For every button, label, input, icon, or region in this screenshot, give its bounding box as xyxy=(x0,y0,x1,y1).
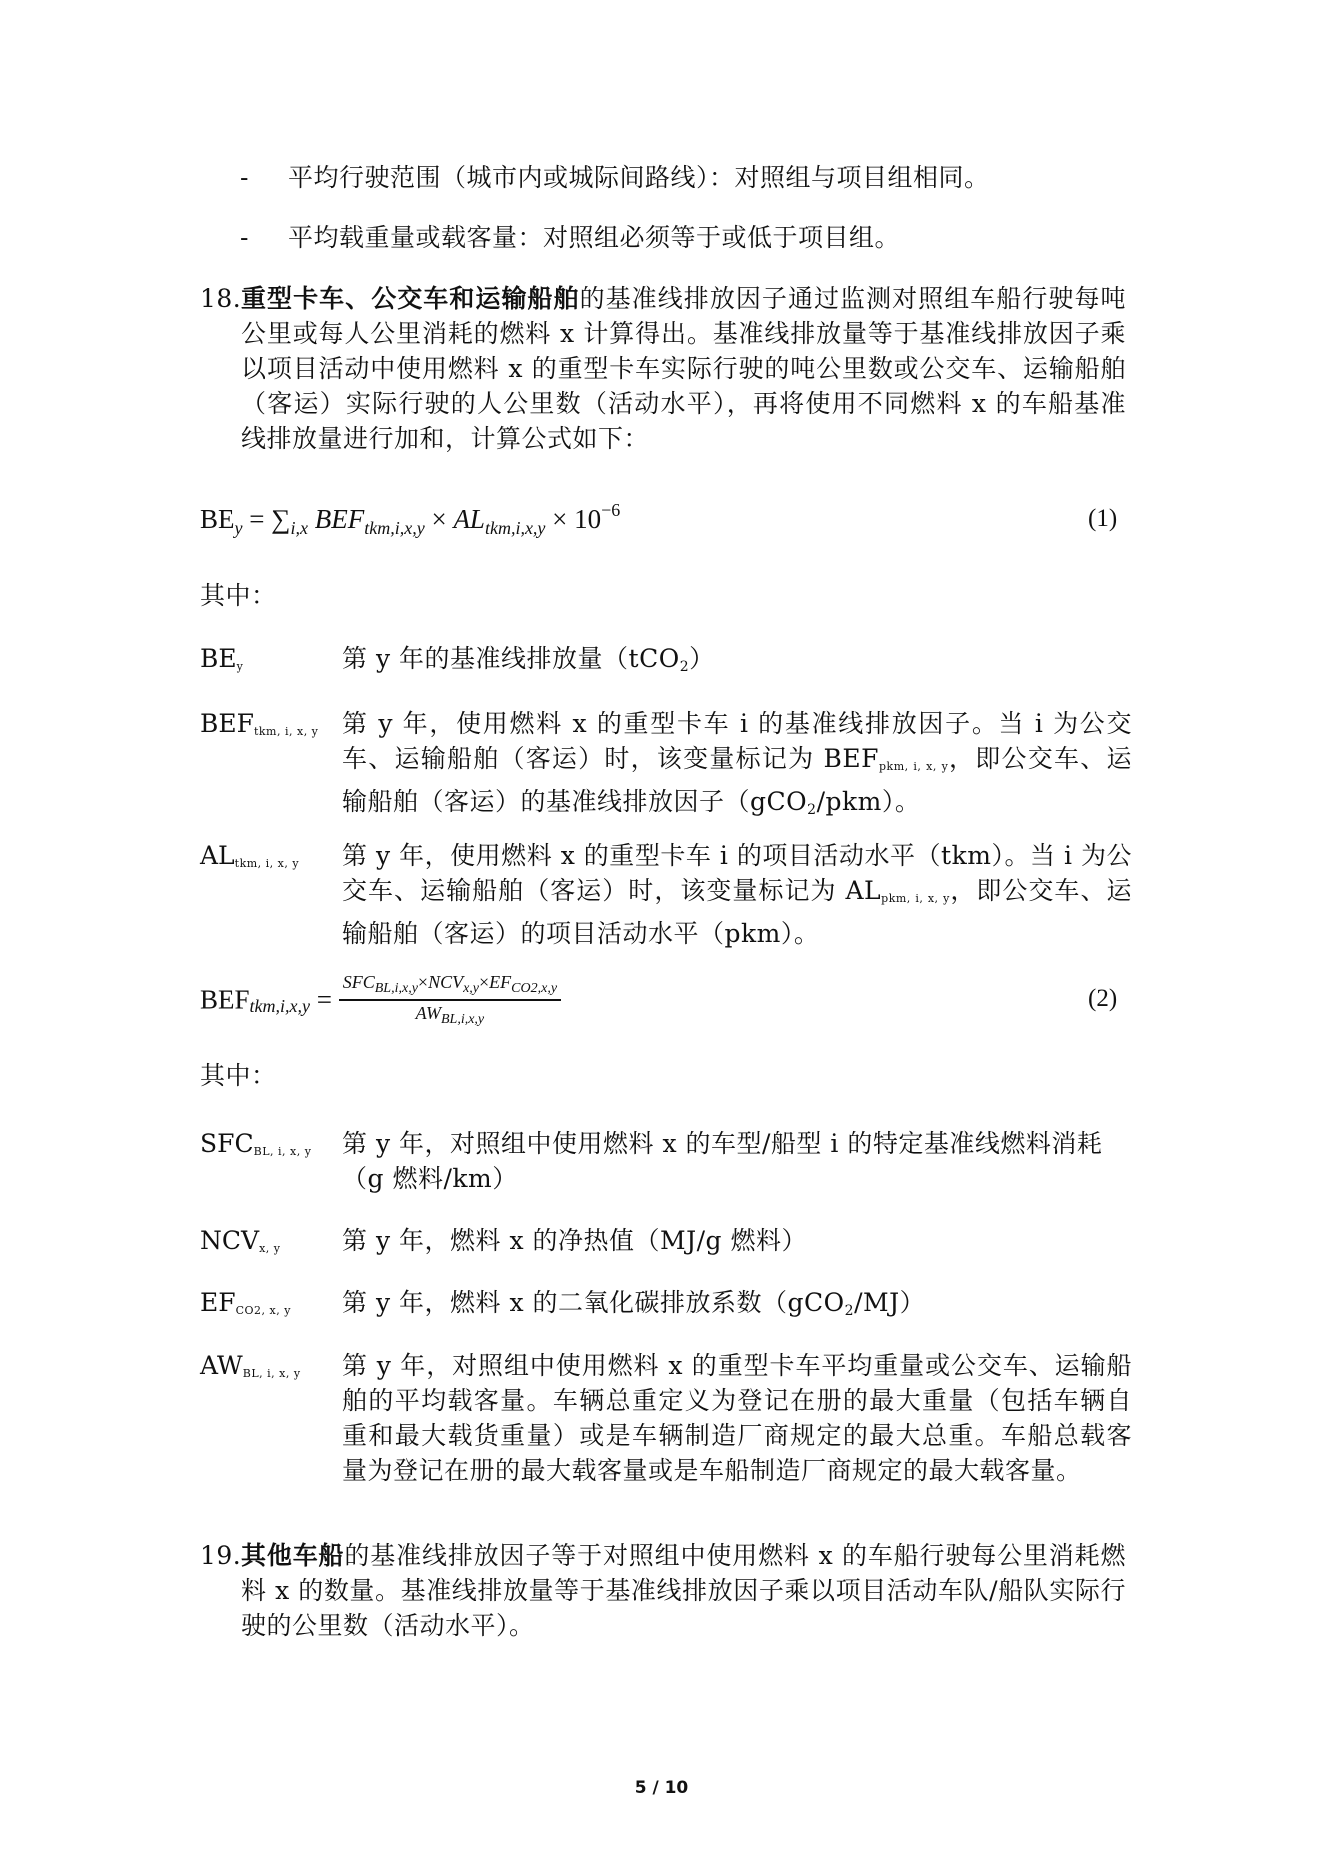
symbol-sub: BL, i, x, y xyxy=(242,1367,301,1380)
f1-power-base: 10 xyxy=(574,504,602,534)
def-text-bef xyxy=(342,706,1132,828)
def-symbol-al xyxy=(200,838,299,881)
item-18-number: 18. xyxy=(200,284,242,313)
symbol-sub: CO2, x, y xyxy=(235,1304,291,1317)
f1-lhs-sub: y xyxy=(234,518,243,538)
def-text-sub: pkm, i, x, y xyxy=(879,760,949,773)
f2-numerator xyxy=(339,972,561,1001)
def-text-al xyxy=(342,838,1132,951)
def-text-sub2: 2 xyxy=(807,802,817,818)
item-19-text: 的基准线排放因子等于对照组中使用燃料 x 的车船行驶每公里消耗燃料 x 的数量。基准线排放量等于基准线排放因子乘以项目活动车队/船队实际行驶的公里数（活动水平）。 xyxy=(241,1541,1126,1640)
f1-t1-sub: tkm,i,x,y xyxy=(364,518,425,538)
f2-denominator xyxy=(339,1001,561,1028)
def-symbol-ncv xyxy=(200,1223,280,1266)
f2-lhs: BEF xyxy=(200,984,250,1015)
f2-num-a-sub: BL,i,x,y xyxy=(374,981,418,996)
equation-number-2: (2) xyxy=(1088,985,1118,1012)
f1-t1: BEF xyxy=(314,504,365,534)
f2-num-c-sub: CO2,x,y xyxy=(511,981,558,996)
def-text-ncv xyxy=(342,1223,1132,1258)
f1-t2-sub: tkm,i,x,y xyxy=(484,518,546,538)
symbol-sub: y xyxy=(236,660,244,673)
symbol: SFC xyxy=(200,1129,254,1158)
f1-sum-sub: i,x xyxy=(290,518,308,538)
symbol-sub: tkm, i, x, y xyxy=(253,725,319,738)
f1-power-exp: −6 xyxy=(601,500,621,520)
def-symbol-bef xyxy=(200,706,318,749)
symbol: BEF xyxy=(200,709,254,738)
def-text-end: ，即公交车、运输船舶（客运）的项目活动水平（pkm）。 xyxy=(342,876,1132,948)
f2-times: × xyxy=(417,972,429,992)
bullet-text-1: 平均行驶范围（城市内或城际间路线）：对照组与项目组相同。 xyxy=(288,163,990,192)
item-18-bold: 重型卡车、公交车和运输船舶 xyxy=(241,284,580,313)
f2-den-sub: BL,i,x,y xyxy=(440,1012,485,1027)
symbol-sub: x, y xyxy=(259,1242,281,1255)
where-label-2: 其中： xyxy=(200,1061,277,1090)
f1-times: × xyxy=(431,504,447,534)
def-text: 第 y 年，使用燃料 x 的重型卡车 i 的基准线排放因子。当 i 为公交车、运输船舶（客运）时，该变量标记为 BEF xyxy=(342,709,1132,773)
def-symbol-be xyxy=(200,641,243,684)
def-text: 第 y 年，燃料 x 的净热值（MJ/g 燃料） xyxy=(342,1226,808,1255)
formula-1 xyxy=(200,500,620,539)
symbol-sub: tkm, i, x, y xyxy=(234,857,300,870)
def-text: 第 y 年，使用燃料 x 的重型卡车 i 的项目活动水平（tkm）。当 i 为公交车、运输船舶（客运）时，该变量标记为 AL xyxy=(342,841,1132,905)
def-symbol-sfc xyxy=(200,1126,311,1169)
def-text: 第 y 年的基准线排放量（tCO xyxy=(342,644,680,673)
f1-lhs: BE xyxy=(200,504,235,534)
def-text-end: ） xyxy=(689,644,715,673)
def-text-end2: /pkm）。 xyxy=(816,787,921,816)
def-text-sfc xyxy=(342,1126,1132,1196)
symbol: AW xyxy=(200,1351,243,1380)
symbol: NCV xyxy=(200,1226,260,1255)
f2-num-a: SFC xyxy=(342,972,375,992)
def-text-aw xyxy=(342,1348,1132,1488)
def-text-sub: 2 xyxy=(679,659,690,675)
f1-times2: × xyxy=(552,504,568,534)
bullet-item xyxy=(240,220,249,255)
def-symbol-ef xyxy=(200,1285,291,1328)
f1-eq: = xyxy=(249,504,265,534)
f2-lhs-sub: tkm,i,x,y xyxy=(249,996,310,1017)
def-symbol-aw xyxy=(200,1348,301,1391)
item-19-bold: 其他车船 xyxy=(241,1541,345,1570)
bullet-text xyxy=(288,160,990,195)
f2-num-c: EF xyxy=(489,972,512,992)
f2-num-b-sub: x,y xyxy=(463,981,480,996)
page-number: 5 / 10 xyxy=(634,1778,689,1798)
f2-num-b: NCV xyxy=(428,972,464,992)
f2-eq: = xyxy=(316,984,332,1015)
bullet-text-2: 平均载重量或载客量：对照组必须等于或低于项目组。 xyxy=(288,223,901,252)
bullet-item xyxy=(240,160,249,195)
bullet-text xyxy=(288,220,900,255)
f1-t2: AL xyxy=(453,504,485,534)
def-text: 第 y 年，燃料 x 的二氧化碳排放系数（gCO xyxy=(342,1288,845,1317)
def-text-sub: pkm, i, x, y xyxy=(881,892,950,905)
f2-fraction xyxy=(339,972,561,1028)
f1-sum: ∑ xyxy=(271,504,291,534)
item-18-paragraph xyxy=(241,281,1126,456)
equation-number-1: (1) xyxy=(1088,505,1118,532)
def-text: 第 y 年，对照组中使用燃料 x 的重型卡车平均重量或公交车、运输船舶的平均载客量。车辆总重定义为登记在册的最大重量（包括车辆自重和最大载货重量）或是车辆制造厂商规定的最大总重。车船总载客量为登记在册的最大载客量或是车船制造厂商规定的最大载客量。 xyxy=(342,1351,1132,1485)
item-19-number: 19. xyxy=(200,1541,242,1570)
def-text-ef xyxy=(342,1285,1132,1329)
f2-den: AW xyxy=(415,1003,441,1023)
def-text: 第 y 年，对照组中使用燃料 x 的车型/船型 i 的特定基准线燃料消耗（g 燃料/km） xyxy=(342,1129,1103,1193)
symbol-sub: BL, i, x, y xyxy=(253,1145,312,1158)
symbol: EF xyxy=(200,1288,236,1317)
bullet-marker: - xyxy=(240,223,249,252)
formula-2 xyxy=(200,972,561,1028)
def-text-end: /MJ） xyxy=(854,1288,926,1317)
f2-times2: × xyxy=(479,972,490,992)
where-label-1: 其中： xyxy=(200,581,277,610)
symbol: BE xyxy=(200,644,237,673)
item-18-text: 的基准线排放因子通过监测对照组车船行驶每吨公里或每人公里消耗的燃料 x 计算得出。基准线排放量等于基准线排放因子乘以项目活动中使用燃料 x 的重型卡车实际行驶的吨公里数或公交车、运输船舶（客运）实际行驶的人公里数（活动水平），再将使用不同燃料 x 的车船基准线排放量进行加和，计算公式如下： xyxy=(241,284,1126,453)
def-text-end: ，即公交车、运输船舶（客运）的基准线排放因子（gCO xyxy=(342,744,1132,816)
def-text-be xyxy=(342,641,1132,685)
symbol: AL xyxy=(200,841,235,870)
bullet-marker: - xyxy=(240,163,249,192)
def-text-sub: 2 xyxy=(844,1303,855,1319)
item-19-paragraph xyxy=(241,1538,1126,1643)
